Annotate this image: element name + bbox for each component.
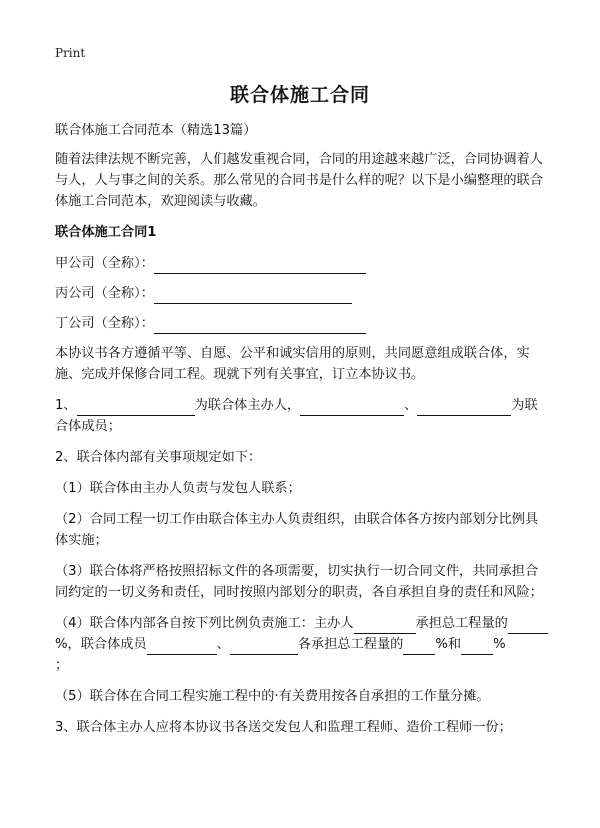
blank-item4-member2-pct	[461, 639, 493, 655]
field-label-party-c: 丙公司（全称）：	[55, 286, 154, 301]
blank-clause1-leader	[77, 400, 195, 416]
clause-1-text-b: 为联合体成员；	[55, 398, 538, 434]
item4-part-f: %和	[435, 637, 462, 652]
clause-2-item-5: （5）联合体在合同工程实施工程中的·有关费用按各自承担的工作量分摊。	[55, 689, 490, 704]
clause-2-item-1: （1）联合体由主办人负责与发包人联系；	[55, 481, 301, 496]
print-label: Print	[55, 46, 86, 60]
item4-part-e: 各承担总工程量的	[297, 637, 404, 652]
blank-clause1-member1	[300, 400, 404, 416]
section-heading: 联合体施工合同1	[55, 225, 157, 240]
clause-2-item-3: （3）联合体将严格按照招标文件的各项需要，切实执行一切合同文件，共同承担合同约定的一切义务和责任，同时按照内部划分的职责，各自承担自身的责任和风险；	[55, 564, 543, 600]
field-party-a	[55, 253, 550, 274]
item4-part-a: （4）联合体内部各自按下列比例负责施工：主办人	[55, 616, 354, 631]
blank-party-a	[154, 258, 366, 274]
item4-part-d: 、	[216, 637, 230, 652]
blank-item4-leader-pct	[508, 618, 548, 634]
item4-part-g: %	[493, 637, 506, 652]
clause-2-item-4	[55, 613, 550, 676]
blank-party-d	[154, 318, 366, 334]
blank-item4-member2	[230, 639, 298, 655]
blank-item4-member1	[147, 639, 217, 655]
clause-1	[55, 395, 550, 437]
blank-clause1-member2	[417, 400, 511, 416]
intro-paragraph: 随着法律法规不断完善，人们越发重视合同，合同的用途越来越广泛，合同协调着人与人，人与事之间的关系。那么常见的合同书是什么样的呢？以下是小编整理的联合体施工合同范本，欢迎阅读与收藏。	[55, 152, 543, 209]
document-subtitle: 联合体施工合同范本（精选13篇）	[55, 123, 257, 138]
blank-item4-member1-pct	[403, 639, 435, 655]
document-body	[55, 120, 550, 748]
clause-2-item-2: （2）合同工程一切工作由联合体主办人负责组织，由联合体各方按内部划分比例具体实施；	[55, 512, 539, 548]
clause-1-sep: 、	[404, 398, 418, 413]
field-party-c	[55, 283, 550, 304]
agreement-intro: 本协议书各方遵循平等、自愿、公平和诚实信用的原则，共同愿意组成联合体，实施、完成并保修合同工程。现就下列有关事宜，订立本协议书。	[55, 346, 530, 382]
field-label-party-a: 甲公司（全称）：	[55, 256, 154, 271]
clause-3: 3、联合体主办人应将本协议书各送交发包人和监理工程师、造价工程师一份；	[55, 720, 512, 735]
item4-part-b: 承担总工程量的	[415, 616, 508, 631]
clause-1-text-a: 为联合体主办人，	[194, 398, 301, 413]
field-label-party-d: 丁公司（全称）：	[55, 316, 154, 331]
blank-item4-leader	[354, 618, 416, 634]
clause-2: 2、联合体内部有关事项规定如下：	[55, 450, 262, 465]
item4-part-h: ；	[55, 658, 69, 673]
blank-party-c	[154, 288, 352, 304]
clause-1-number: 1、	[55, 398, 77, 413]
item4-part-c: %，联合体成员	[55, 637, 147, 652]
field-party-d	[55, 313, 550, 334]
document-title: 联合体施工合同	[229, 84, 370, 106]
